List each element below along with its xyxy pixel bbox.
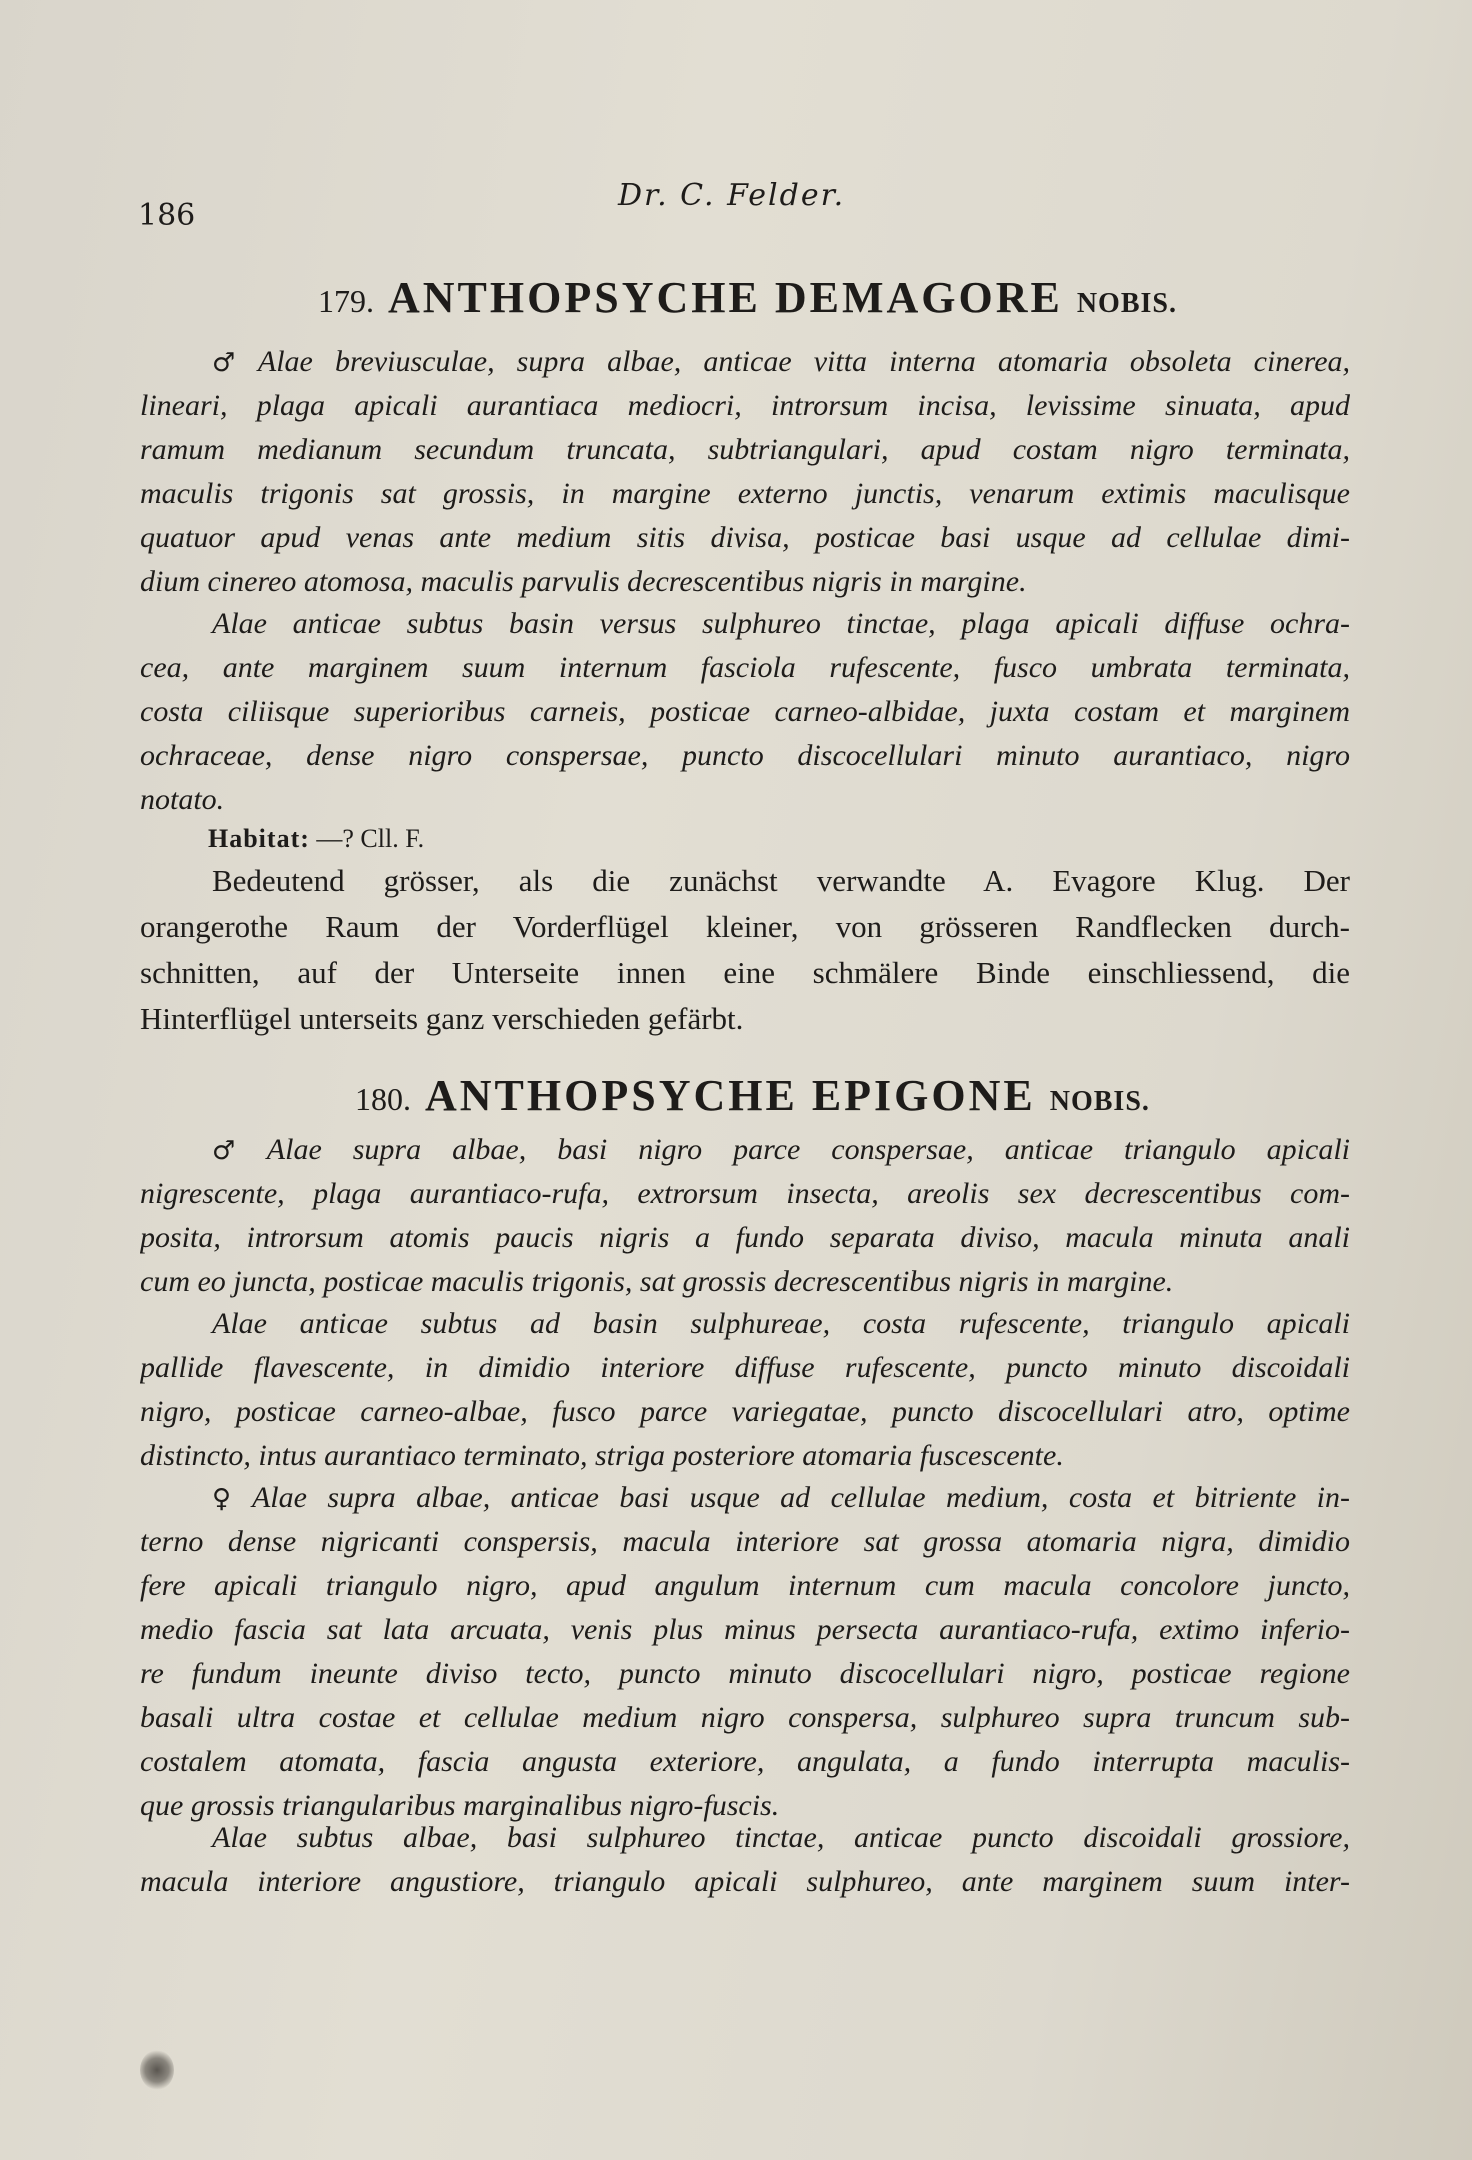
text-line: maculis trigonis sat grossis, in margine externo junctis, venarum extimis maculisque (140, 477, 1350, 510)
author-label: NOBIS. (1076, 288, 1177, 319)
habitat-value: —? Cll. F. (316, 824, 425, 853)
text-line: Alae subtus albae, basi sulphureo tinctae, anticae puncto discoidali grossiore, (212, 1821, 1350, 1854)
text-line: costa ciliisque superioribus carneis, posticae carneo-albidae, juxta costam et marginem (140, 695, 1350, 728)
text-line: pallide flavescente, in dimidio interiore diffuse rufescente, puncto minuto discoidali (140, 1351, 1350, 1384)
running-head: Dr. C. Felder. (618, 178, 846, 213)
text-line: macula interiore angustiore, triangulo apicali sulphureo, ante marginem suum inter- (140, 1865, 1350, 1898)
species-name: ANTHOPSYCHE EPIGONE (425, 1071, 1036, 1120)
text-line: costalem atomata, fascia angusta exteriore, angulata, a fundo interrupta maculis- (140, 1745, 1350, 1778)
entry-number: 179. (318, 283, 374, 319)
text-line: lineari, plaga apicali aurantiaca mediocri, introrsum incisa, levissime sinuata, apud (140, 389, 1350, 422)
entry-180-female-upperside (140, 1476, 1350, 1828)
text-line: orangerothe Raum der Vorderflügel kleiner, von grösseren Randflecken durch- (140, 909, 1350, 944)
text-line: ♂ Alae breviusculae, supra albae, anticae vitta interna atomaria obsoleta cinerea, (212, 345, 1350, 378)
text-line: ramum medianum secundum truncata, subtriangulari, apud costam nigro terminata, (140, 433, 1350, 466)
species-name: ANTHOPSYCHE DEMAGORE (388, 273, 1063, 322)
text-line: que grossis triangularibus marginalibus nigro-fuscis. (140, 1789, 780, 1822)
entry-180-male-upperside (140, 1128, 1350, 1304)
text-line: re fundum ineunte diviso tecto, puncto minuto discocellulari nigro, posticae regione (140, 1657, 1350, 1690)
entry-180-male-underside (140, 1302, 1350, 1478)
text-line: notato. (140, 783, 225, 816)
text-line: Alae anticae subtus ad basin sulphureae, costa rufescente, triangulo apicali (212, 1307, 1350, 1340)
entry-179-title (318, 272, 1177, 323)
text-line: ♂ Alae supra albae, basi nigro parce conspersae, anticae triangulo apicali (212, 1133, 1350, 1166)
habitat-label: Habitat: (208, 824, 310, 853)
entry-180-title (355, 1070, 1150, 1121)
text-line: Hinterflügel unterseits ganz verschieden gefärbt. (140, 1001, 744, 1036)
entry-179-description-upperside (140, 340, 1350, 604)
text-line: cum eo juncta, posticae maculis trigonis, sat grossis decrescentibus nigris in margine. (140, 1265, 1174, 1298)
page-header (138, 178, 1348, 233)
text-line: dium cinereo atomosa, maculis parvulis decrescentibus nigris in margine. (140, 565, 1027, 598)
text-line: posita, introrsum atomis paucis nigris a fundo separata diviso, macula minuta anali (140, 1221, 1350, 1254)
male-symbol: ♂ (212, 1136, 259, 1166)
entry-180-female-underside (140, 1816, 1350, 1904)
entry-number: 180. (355, 1081, 411, 1117)
text-line: ochraceae, dense nigro conspersae, puncto discocellulari minuto aurantiaco, nigro (140, 739, 1350, 772)
entry-179-description-underside (140, 602, 1350, 822)
text-line: schnitten, auf der Unterseite innen eine schmälere Binde einschliessend, die (140, 955, 1350, 990)
text-line: cea, ante marginem suum internum fasciola rufescente, fusco umbrata terminata, (140, 651, 1350, 684)
page-number: 186 (138, 198, 196, 233)
text-line: basali ultra costae et cellulae medium nigro conspersa, sulphureo supra truncum sub- (140, 1701, 1350, 1734)
text-line: nigrescente, plaga aurantiaco-rufa, extrorsum insecta, areolis sex decrescentibus com- (140, 1177, 1350, 1210)
male-symbol: ♂ (212, 348, 250, 378)
entry-179-remarks (140, 858, 1350, 1042)
text-line: medio fascia sat lata arcuata, venis plus minus persecta aurantiaco-rufa, extimo inferio- (140, 1613, 1350, 1646)
text-line: ♀ Alae supra albae, anticae basi usque ad cellulae medium, costa et bitriente in- (212, 1481, 1350, 1514)
text-line: terno dense nigricanti conspersis, macula interiore sat grossa atomaria nigra, dimidio (140, 1525, 1350, 1558)
text-line: Alae anticae subtus basin versus sulphureo tinctae, plaga apicali diffuse ochra- (212, 607, 1350, 640)
text-line: Bedeutend grösser, als die zunächst verwandte A. Evagore Klug. Der (212, 863, 1350, 898)
ink-smudge (140, 2050, 174, 2090)
text-line: nigro, posticae carneo-albae, fusco parce variegatae, puncto discocellulari atro, optime (140, 1395, 1350, 1428)
text-line: quatuor apud venas ante medium sitis divisa, posticae basi usque ad cellulae dimi- (140, 521, 1350, 554)
text-line: fere apicali triangulo nigro, apud angulum internum cum macula concolore juncto, (140, 1569, 1350, 1602)
text-line: distincto, intus aurantiaco terminato, striga posteriore atomaria fuscescente. (140, 1439, 1064, 1472)
author-label: NOBIS. (1049, 1086, 1150, 1117)
female-symbol: ♀ (212, 1484, 244, 1514)
habitat-line (208, 824, 424, 854)
